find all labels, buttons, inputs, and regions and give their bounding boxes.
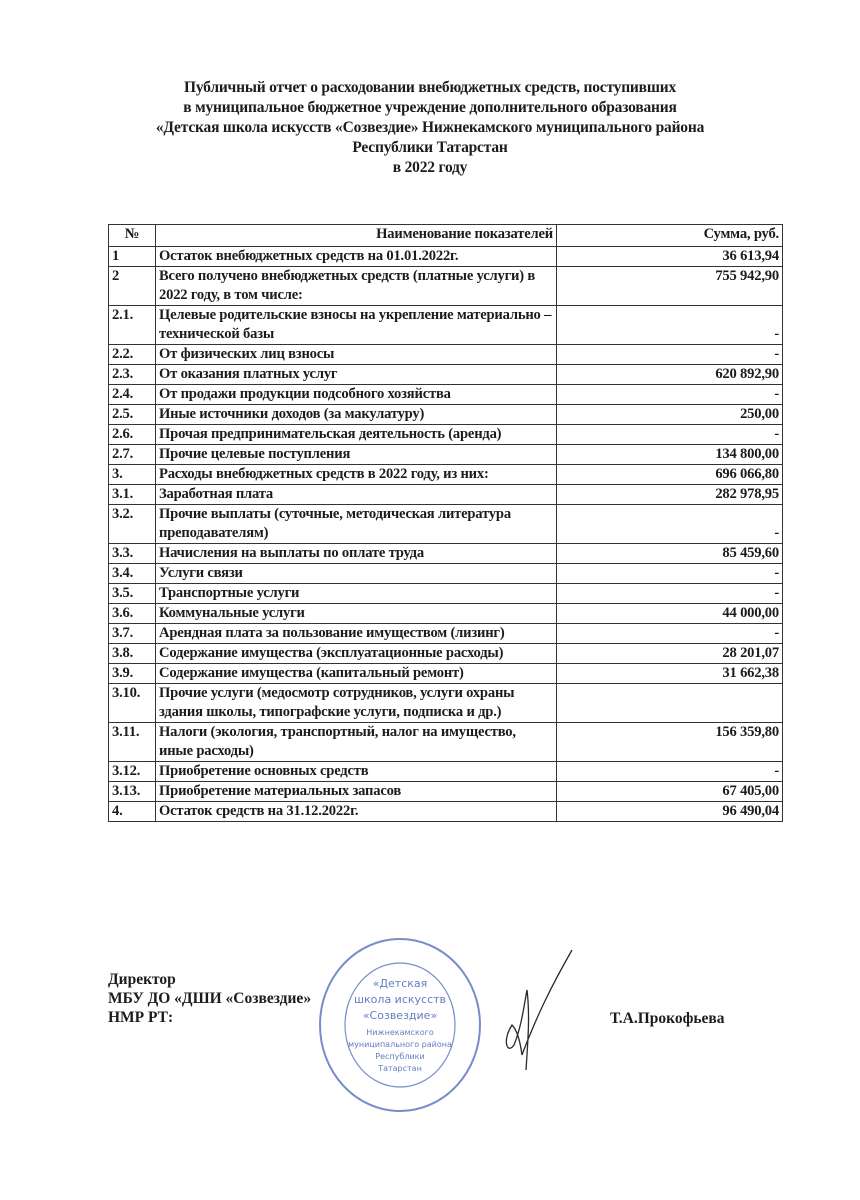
row-sum: - bbox=[557, 385, 783, 405]
row-sum: 28 201,07 bbox=[557, 644, 783, 664]
handwritten-signature bbox=[492, 945, 602, 1075]
row-name: От физических лиц взносы bbox=[156, 345, 557, 365]
table-row bbox=[109, 425, 783, 445]
row-name: Приобретение основных средств bbox=[156, 762, 557, 782]
row-number: 4. bbox=[109, 802, 156, 822]
row-number: 3.4. bbox=[109, 564, 156, 584]
row-sum: 85 459,60 bbox=[557, 544, 783, 564]
row-name: Приобретение материальных запасов bbox=[156, 782, 557, 802]
row-number: 3.9. bbox=[109, 664, 156, 684]
row-sum: - bbox=[557, 762, 783, 782]
row-number: 2.7. bbox=[109, 445, 156, 465]
table-row bbox=[109, 485, 783, 505]
svg-text:школа искусств: школа искусств bbox=[353, 993, 447, 1006]
title-line: Республики Татарстан bbox=[352, 139, 508, 156]
report-table bbox=[108, 224, 783, 822]
table-row bbox=[109, 306, 783, 345]
table-row bbox=[109, 624, 783, 644]
row-name: Всего получено внебюджетных средств (платные услуги) в 2022 году, в том числе: bbox=[156, 267, 557, 306]
row-number: 2 bbox=[109, 267, 156, 306]
row-number: 3.13. bbox=[109, 782, 156, 802]
row-name: Начисления на выплаты по оплате труда bbox=[156, 544, 557, 564]
row-sum: 250,00 bbox=[557, 405, 783, 425]
row-number: 2.3. bbox=[109, 365, 156, 385]
row-sum: - bbox=[557, 345, 783, 365]
report-title bbox=[0, 78, 860, 178]
table-header-row bbox=[109, 225, 783, 247]
title-line: в 2022 году bbox=[392, 159, 468, 176]
row-sum: 282 978,95 bbox=[557, 485, 783, 505]
svg-text:«Детская: «Детская bbox=[372, 977, 428, 990]
title-line: «Детская школа искусств «Созвездие» Нижнекамского муниципального района bbox=[155, 119, 705, 136]
row-name: Услуги связи bbox=[156, 564, 557, 584]
table-row bbox=[109, 664, 783, 684]
row-sum: 36 613,94 bbox=[557, 247, 783, 267]
row-number: 3.12. bbox=[109, 762, 156, 782]
row-number: 3.1. bbox=[109, 485, 156, 505]
header-name: Наименование показателей bbox=[156, 225, 557, 247]
svg-text:Татарстан: Татарстан bbox=[378, 1064, 422, 1073]
row-name: Расходы внебюджетных средств в 2022 году, из них: bbox=[156, 465, 557, 485]
row-sum: 620 892,90 bbox=[557, 365, 783, 385]
row-name: Транспортные услуги bbox=[156, 584, 557, 604]
row-name: Остаток внебюджетных средств на 01.01.2022г. bbox=[156, 247, 557, 267]
svg-text:«Созвездие»: «Созвездие» bbox=[362, 1009, 438, 1022]
table-row bbox=[109, 405, 783, 425]
table-row bbox=[109, 267, 783, 306]
row-sum: 755 942,90 bbox=[557, 267, 783, 306]
row-sum: 67 405,00 bbox=[557, 782, 783, 802]
signer-name: Т.А.Прокофьева bbox=[610, 1010, 725, 1027]
row-number: 3.2. bbox=[109, 505, 156, 544]
table-row bbox=[109, 802, 783, 822]
table-row bbox=[109, 445, 783, 465]
row-name: Содержание имущества (эксплуатационные расходы) bbox=[156, 644, 557, 664]
table-row bbox=[109, 644, 783, 664]
svg-text:Республики: Республики bbox=[375, 1052, 425, 1061]
official-stamp bbox=[315, 935, 485, 1115]
row-number: 3.6. bbox=[109, 604, 156, 624]
row-name: Заработная плата bbox=[156, 485, 557, 505]
row-name: Прочие целевые поступления bbox=[156, 445, 557, 465]
table-row bbox=[109, 723, 783, 762]
row-name: Остаток средств на 31.12.2022г. bbox=[156, 802, 557, 822]
table-row bbox=[109, 684, 783, 723]
row-name: Коммунальные услуги bbox=[156, 604, 557, 624]
row-name: От оказания платных услуг bbox=[156, 365, 557, 385]
table-row bbox=[109, 385, 783, 405]
row-name: Иные источники доходов (за макулатуру) bbox=[156, 405, 557, 425]
position-line: НМР РТ: bbox=[108, 1009, 174, 1026]
row-number: 2.4. bbox=[109, 385, 156, 405]
row-name: От продажи продукции подсобного хозяйства bbox=[156, 385, 557, 405]
row-name: Прочие выплаты (суточные, методическая литература преподавателям) bbox=[156, 505, 557, 544]
row-number: 1 bbox=[109, 247, 156, 267]
svg-text:муниципального района: муниципального района bbox=[348, 1040, 452, 1049]
row-sum: - bbox=[557, 584, 783, 604]
row-sum: - bbox=[557, 425, 783, 445]
row-sum bbox=[557, 684, 783, 723]
row-sum: - bbox=[557, 624, 783, 644]
row-number: 3.7. bbox=[109, 624, 156, 644]
row-number: 3. bbox=[109, 465, 156, 485]
row-number: 2.2. bbox=[109, 345, 156, 365]
row-number: 3.10. bbox=[109, 684, 156, 723]
row-name: Содержание имущества (капитальный ремонт) bbox=[156, 664, 557, 684]
table-row bbox=[109, 544, 783, 564]
svg-text:Нижнекамского: Нижнекамского bbox=[366, 1028, 434, 1037]
row-sum: 156 359,80 bbox=[557, 723, 783, 762]
row-name: Прочие услуги (медосмотр сотрудников, услуги охраны здания школы, типографские услуги, подписка и др.) bbox=[156, 684, 557, 723]
table-row bbox=[109, 505, 783, 544]
header-sum: Сумма, руб. bbox=[557, 225, 783, 247]
position-line: Директор bbox=[108, 971, 176, 988]
row-name: Налоги (экология, транспортный, налог на имущество, иные расходы) bbox=[156, 723, 557, 762]
row-number: 2.6. bbox=[109, 425, 156, 445]
row-sum: 44 000,00 bbox=[557, 604, 783, 624]
table-row bbox=[109, 782, 783, 802]
table-row bbox=[109, 365, 783, 385]
row-number: 2.1. bbox=[109, 306, 156, 345]
position-line: МБУ ДО «ДШИ «Созвездие» bbox=[108, 990, 312, 1007]
row-number: 3.5. bbox=[109, 584, 156, 604]
row-number: 3.3. bbox=[109, 544, 156, 564]
table-row bbox=[109, 604, 783, 624]
table-row bbox=[109, 564, 783, 584]
row-name: Целевые родительские взносы на укрепление материально –технической базы bbox=[156, 306, 557, 345]
title-line: Публичный отчет о расходовании внебюджетных средств, поступивших bbox=[183, 79, 677, 96]
table-row bbox=[109, 584, 783, 604]
signature-position bbox=[108, 970, 311, 1027]
title-line: в муниципальное бюджетное учреждение дополнительного образования bbox=[183, 99, 677, 116]
table-row bbox=[109, 345, 783, 365]
table-row bbox=[109, 762, 783, 782]
row-number: 3.8. bbox=[109, 644, 156, 664]
row-sum: - bbox=[557, 564, 783, 584]
row-sum: - bbox=[557, 306, 783, 345]
header-number: № bbox=[109, 225, 156, 247]
table-row bbox=[109, 247, 783, 267]
row-sum: - bbox=[557, 505, 783, 544]
row-name: Арендная плата за пользование имуществом (лизинг) bbox=[156, 624, 557, 644]
row-number: 3.11. bbox=[109, 723, 156, 762]
table-row bbox=[109, 465, 783, 485]
row-sum: 96 490,04 bbox=[557, 802, 783, 822]
row-name: Прочая предпринимательская деятельность (аренда) bbox=[156, 425, 557, 445]
row-sum: 134 800,00 bbox=[557, 445, 783, 465]
row-number: 2.5. bbox=[109, 405, 156, 425]
row-sum: 696 066,80 bbox=[557, 465, 783, 485]
row-sum: 31 662,38 bbox=[557, 664, 783, 684]
